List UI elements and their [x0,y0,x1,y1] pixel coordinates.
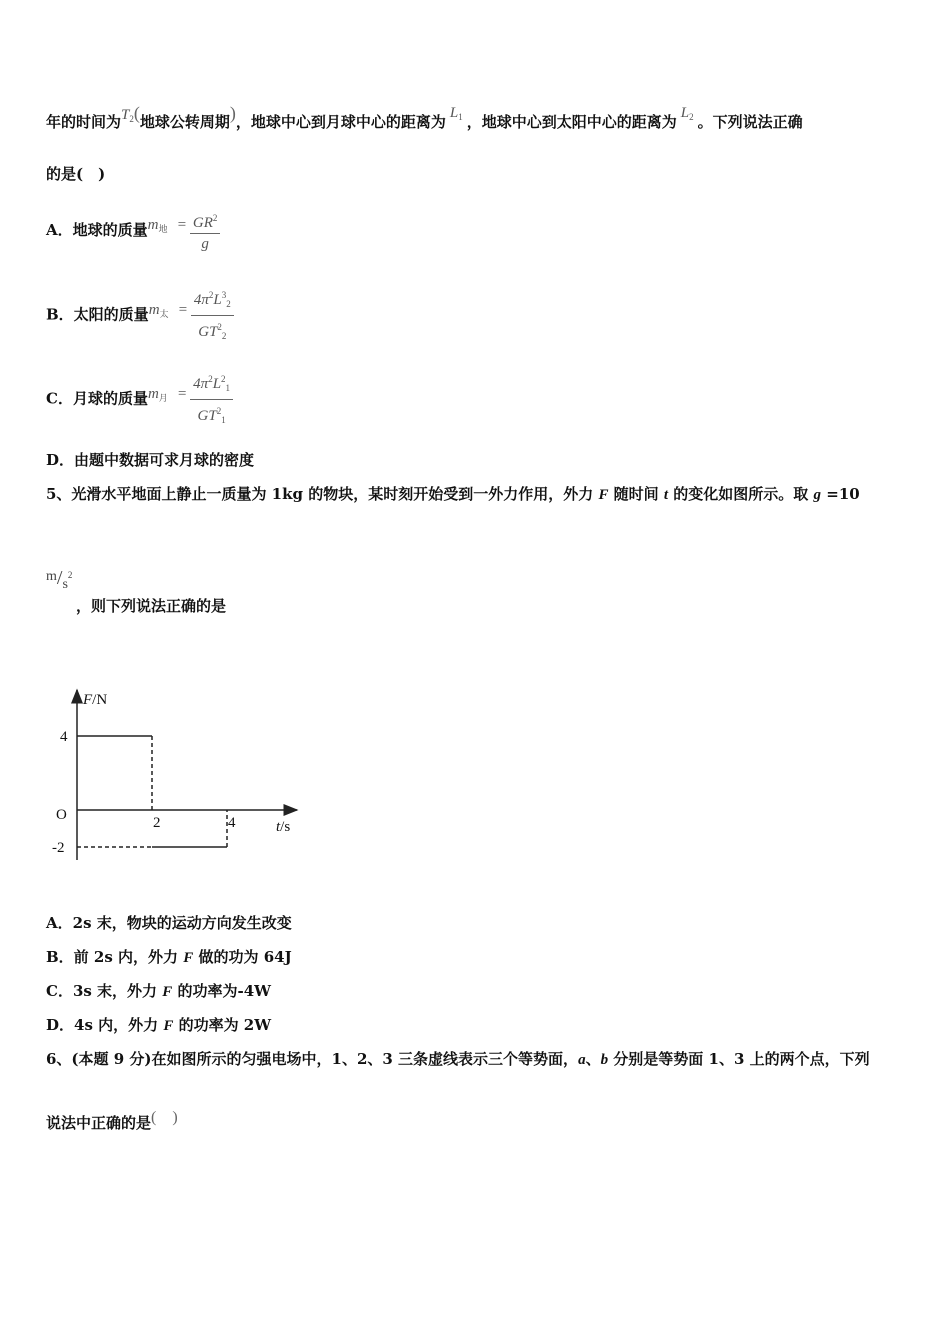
origin-label: O [56,807,67,823]
symbol-L1: $L_1$ [449,105,463,122]
q4-option-a: A．地球的质量$m_地$ = $\frac{GR^2}{g}$ [46,205,220,260]
q5-option-a: A．2s 末，物块的运动方向发生改变 [46,914,292,932]
q4-line1: 年的时间为$T_2$(地球公转周期)，地球中心到月球中心的距离为 $L_1$ ，地球中心到太阳中心的距离为 $L_2$ 。下列说法正确 [46,103,803,131]
q6-stem: 6、(本题 9 分)在如图所示的匀强电场中，1、2、3 三条虚线表示三个等势面，a、b 分别是等势面 1、3 上的两个点，下列 [46,1050,870,1068]
q4-option-d: D．由题中数据可求月球的密度 [46,451,255,469]
answer-blank: ( ) [151,1109,178,1126]
formula-earth-mass: $\frac{GR^2}{g}$ [190,209,221,253]
x-axis-label: t/s [276,819,291,835]
q6-stem-line2: 说法中正确的是( ) [46,1109,178,1132]
q5-unit: $m/s^2$ [46,567,73,592]
q4-option-c: C．月球的质量$m_月$ = $\frac{4\pi^2L^2_1}{GT^2_1}$ [46,369,233,432]
q4-text: 年的时间为 [46,113,122,131]
formula-sun-mass: $\frac{4\pi^2L^3_2}{GT^2_2}$ [191,285,234,346]
y-tick-label-1: 4 [60,729,68,745]
symbol-T2: $T_2$ [121,107,134,124]
q4-line2: 的是( ) [46,165,106,183]
q4-option-b: B．太阳的质量$m_太$ = $\frac{4\pi^2L^3_2}{GT^2_2}$ [46,285,234,348]
formula-moon-mass: $\frac{4\pi^2L^2_1}{GT^2_1}$ [190,369,233,430]
symbol-L2: $L_2$ [680,105,694,122]
y-tick-label-2: -2 [52,840,65,856]
force-time-graph [40,680,310,870]
x-tick-label-1: 2 [153,815,161,831]
q5-option-b: B．前 2s 内，外力 F 做的功为 64J [46,948,292,966]
y-axis-label: F/N [83,692,108,708]
q5-option-c: C．3s 末，外力 F 的功率为-4W [46,982,272,1000]
q5-stem-end: ，则下列说法正确的是 [76,597,227,615]
q5-option-d: D．4s 内，外力 F 的功率为 2W [46,1016,272,1034]
x-tick-label-2: 4 [228,815,236,831]
q5-stem: 5、光滑水平地面上静止一质量为 1kg 的物块，某时刻开始受到一外力作用，外力 F 随时间 t 的变化如图所示。取 g =10 [46,485,860,503]
